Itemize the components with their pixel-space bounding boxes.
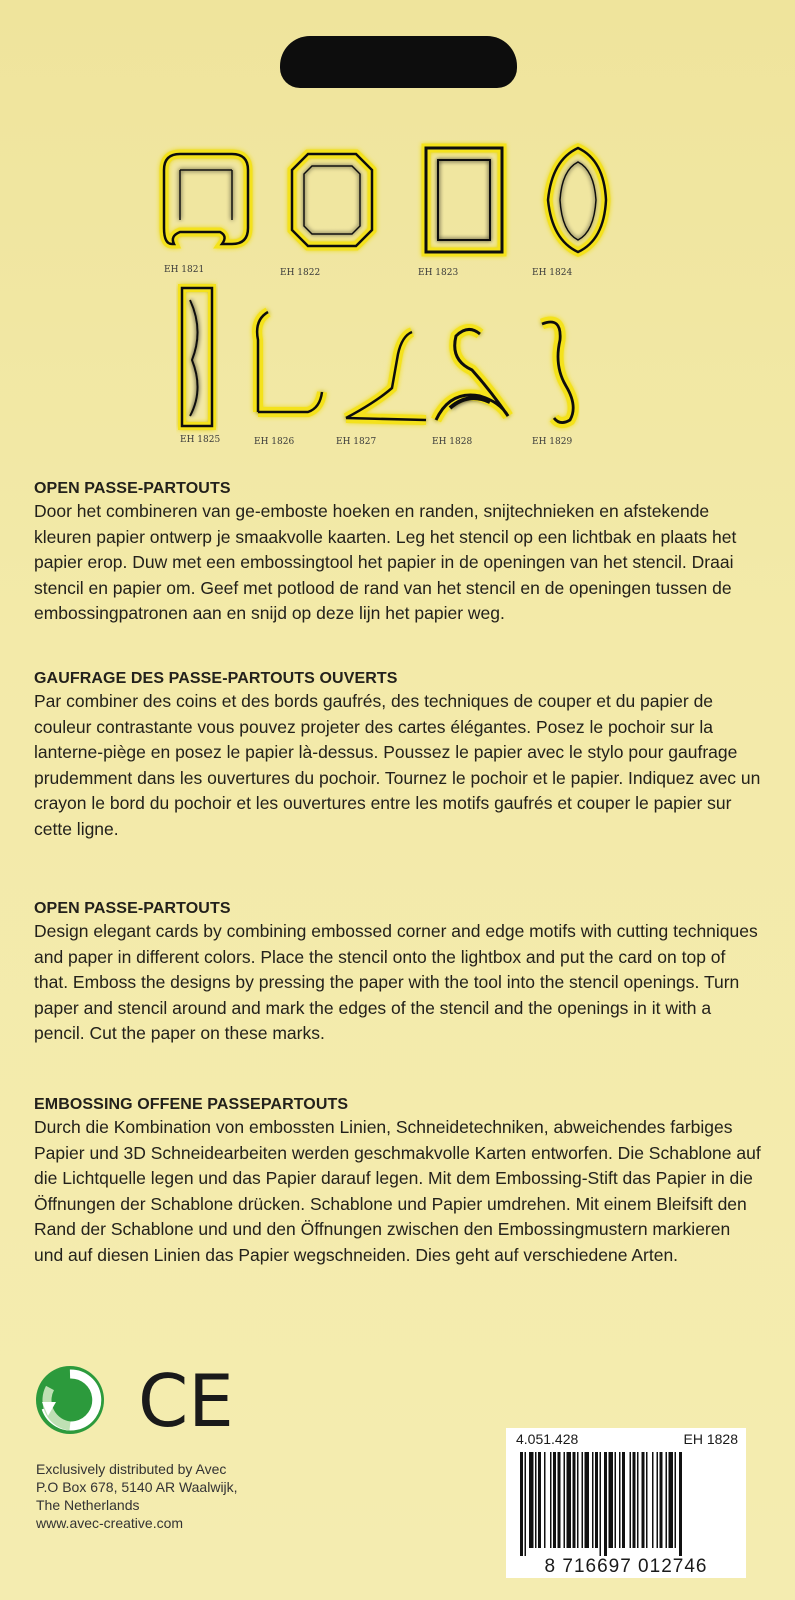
barcode-bar	[637, 1452, 639, 1548]
section-body: Durch die Kombination von embossten Linien, Schneidetechniken, abweichendes farbiges Papier und 3D Schneidearbeiten werden geschmakvolle Karten entworfen. Die Schablone auf die Lichtquelle legen und das Papier darauf legen. Mit dem Embossing-Stift das Papier in die Öffnungen der Schablone drücken. Schablone und Papier umdrehen. Mit einem Bleifsift den Rand der Schablone und und den Öffnungen zwischen den Embossingmustern markieren und auf diesen Linien das Papier wegschneiden. Dies geht auf verschiedene Arten.	[34, 1117, 761, 1265]
ce-mark: CE	[138, 1362, 234, 1442]
barcode-bar	[609, 1452, 614, 1548]
hang-hole	[280, 36, 517, 88]
barcode-bar	[622, 1452, 625, 1548]
section-heading: OPEN PASSE-PARTOUTS	[34, 480, 231, 497]
product-code: EH 1828	[683, 1431, 738, 1447]
barcode-bar	[529, 1452, 534, 1548]
barcode-bar	[535, 1452, 537, 1548]
barcode-bar	[592, 1452, 594, 1548]
barcode-bar	[666, 1452, 668, 1548]
section-german	[34, 1096, 764, 1268]
distributor-website: www.avec-creative.com	[36, 1515, 184, 1531]
section-english	[34, 900, 764, 1047]
barcode-bar	[604, 1452, 607, 1556]
stencil-frame-1821	[164, 154, 248, 244]
recycle-icon	[34, 1362, 234, 1442]
barcode-bar	[675, 1452, 677, 1548]
barcode-header	[506, 1428, 746, 1450]
barcode-bar	[595, 1452, 598, 1548]
section-french	[34, 670, 764, 842]
stencil-corner-1828	[436, 329, 508, 420]
barcode-bar	[558, 1452, 561, 1548]
barcode-bar	[564, 1452, 566, 1548]
barcode-bar	[573, 1452, 576, 1548]
section-heading: OPEN PASSE-PARTOUTS	[34, 900, 231, 917]
barcode-bar	[567, 1452, 572, 1548]
distributor-line: Exclusively distributed by Avec	[36, 1461, 227, 1477]
section-heading: GAUFRAGE DES PASSE-PARTOUTS OUVERTS	[34, 670, 398, 687]
stencil-corner-1826	[257, 312, 322, 412]
barcode-bar	[619, 1452, 621, 1548]
stencil-code-1829: EH 1829	[532, 437, 573, 447]
barcode-bar	[642, 1452, 645, 1548]
section-body: Design elegant cards by combining embossed corner and edge motifs with cutting techniques and paper in different colors. Place the stencil onto the lightbox and put the card on top of that. Emboss the designs by pressing the paper with the tool into the stencil openings. Turn paper and stencil around and mark the edges of the stencil and the openings in it with a pencil. Cut the paper on these marks.	[34, 921, 758, 1043]
barcode-bar	[652, 1452, 654, 1548]
section-body: Par combiner des coins et des bords gaufrés, des techniques de couper et du papier de couleur contrastante vous pouvez projeter des cartes élégantes. Posez le pochoir sur la lanterne-piège en posez le papier là-dessus. Poussez le papier avec le stylo pour gaufrage prudemment dans les ouvertures du pochoir. Tournez le pochoir et le papier. Indiquez avec un crayon le bord du pochoir et les ouvertures entre les motifs gaufrés et couper le papier sur cette ligne.	[34, 691, 761, 839]
barcode-bar	[633, 1452, 636, 1548]
barcode-bar	[550, 1452, 552, 1548]
barcode-bar	[660, 1452, 663, 1548]
barcode-label	[506, 1428, 746, 1578]
stencil-code-1825: EH 1825	[180, 435, 221, 445]
distributor-country: The Netherlands	[36, 1497, 140, 1513]
barcode-bar	[600, 1452, 602, 1556]
barcode-bars	[506, 1452, 746, 1556]
barcode-bar	[538, 1452, 541, 1548]
barcode-bar	[544, 1452, 546, 1548]
barcode-bar	[525, 1452, 527, 1556]
barcode-bar	[615, 1452, 617, 1548]
barcode-bar	[630, 1452, 632, 1548]
stencil-code-1827: EH 1827	[336, 437, 377, 447]
stencil-frame-1823	[426, 148, 502, 252]
stencil-code-1821: EH 1821	[164, 265, 205, 275]
stencil-frame-1822	[292, 154, 372, 246]
barcode-bar	[585, 1452, 590, 1548]
distributor-address: P.O Box 678, 5140 AR Waalwijk,	[36, 1479, 238, 1495]
barcode-bar	[577, 1452, 579, 1548]
stencil-illustration	[150, 140, 630, 460]
stencil-code-1828: EH 1828	[432, 437, 473, 447]
section-heading: EMBOSSING OFFENE PASSEPARTOUTS	[34, 1096, 349, 1113]
stencil-frame-1824	[548, 148, 606, 252]
stencil-corner-1827	[346, 332, 426, 420]
barcode-bar	[520, 1452, 523, 1556]
stencil-code-1824: EH 1824	[532, 268, 573, 278]
article-number: 4.051.428	[516, 1431, 579, 1447]
section-dutch	[34, 480, 764, 627]
certification-logos	[34, 1362, 234, 1442]
section-body: Door het combineren van ge-emboste hoeken en randen, snijtechnieken en afstekende kleuren papier ontwerp je smaakvolle kaarten. Leg het stencil op een lichtbak en plaats het papier erop. Duw met een embossingtool het papier in de openingen van het stencil. Draai stencil en papier om. Geef met potlood de rand van het stencil en de openingen tussen de embossingpatronen aan en snijd op deze lijn het papier weg.	[34, 501, 737, 623]
barcode-bar	[669, 1452, 674, 1548]
stencil-edge-1829	[542, 322, 573, 423]
barcode-bar	[646, 1452, 648, 1548]
stencil-code-1823: EH 1823	[418, 268, 459, 278]
distributor-info	[36, 1460, 238, 1532]
stencil-code-1826: EH 1826	[254, 437, 295, 447]
stencil-shapes	[150, 140, 630, 460]
stencil-edge-1825	[182, 288, 212, 426]
barcode-bar	[679, 1452, 682, 1556]
barcode-bar	[553, 1452, 556, 1548]
barcode-digits: 8 716697 012746	[544, 1556, 708, 1577]
barcode-bar	[582, 1452, 584, 1548]
barcode-bar	[657, 1452, 659, 1548]
stencil-code-1822: EH 1822	[280, 268, 321, 278]
